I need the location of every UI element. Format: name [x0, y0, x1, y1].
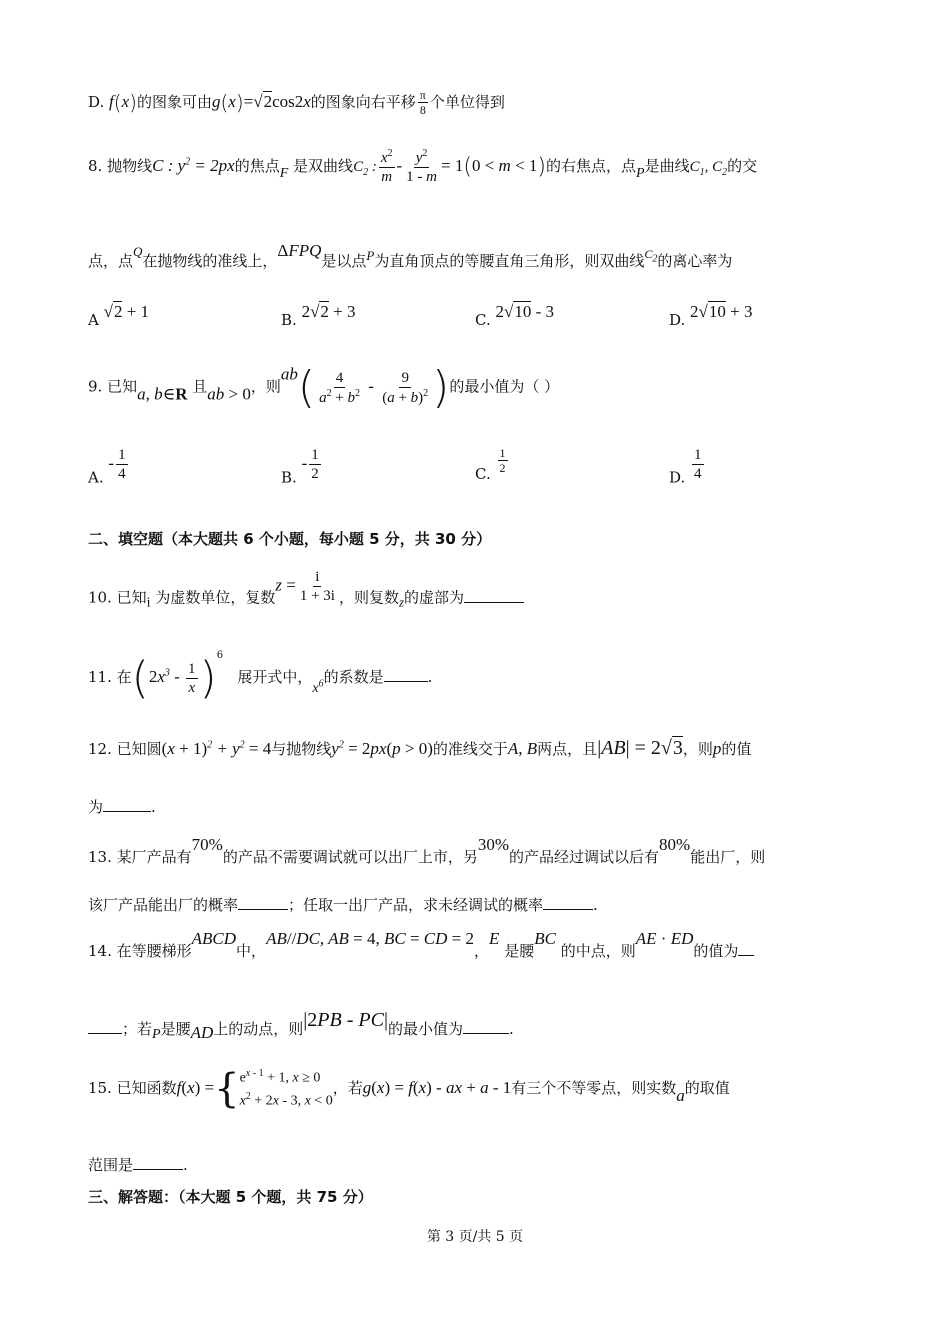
q13-answer-blank-1[interactable]	[238, 894, 288, 910]
q7-option-d: D. f(x)的图象可由g(x)=√2cos2x的图象向右平移 $\frac{\pi}{8}$ 个单位得到	[88, 88, 505, 118]
question-12-line1: 12. 已知圆$(x + 1)^2 + y^2 = 4$与抛物线$y^2 = 2px(p > 0)$的准线交于A, B两点，且|AB| = 2√3，则p的值	[88, 737, 752, 759]
q11-answer-blank[interactable]	[384, 666, 428, 682]
q10-answer-blank[interactable]	[464, 587, 524, 603]
question-13-line1: 13. 某厂产品有70%的产品不需要调试就可以出厂上市，另30%的产品经过调试以后有80%能出厂，则	[88, 835, 766, 866]
q8-option-a: A √2 + 1	[88, 302, 150, 329]
q8-option-c: C. 2√10 - 3	[475, 302, 555, 329]
section-2-title: 二、填空题（本大题共 6 个小题，每小题 5 分，共 30 分）	[88, 530, 492, 548]
q14-answer-blank-1[interactable]	[88, 1018, 122, 1034]
q9-option-a: A. - $\frac{1}{4}$	[88, 447, 126, 487]
question-15-line2: 范围是 .	[88, 1156, 188, 1174]
question-12-line2: 为 .	[88, 798, 156, 816]
piecewise-definition: $e^{x - 1} + 1$, x ≥ 0 $x^2 + 2x - 3$, x < 0	[239, 1068, 333, 1109]
question-11: 11. 在($2x^3$ - $\frac{1}{x}$ )$^6$ 展开式中，$x^6$的系数是 .	[88, 650, 433, 704]
page-footer: 第 3 页/共 5 页	[426, 1229, 524, 1245]
question-15: 15. 已知函数f(x) ={ $e^{x - 1} + 1$, x ≥ 0 $x^2 + 2x - 3$, x < 0 ，若g(x) = f(x) - ax + a - 1有三个不等零点，则实数a的取值	[88, 1066, 730, 1112]
question-14-line2: ；若P是腰AD上的动点，则|2PB - PC|的最小值为 .	[88, 1008, 864, 1044]
question-8-line2: 点，点Q在抛物线的准线上，ΔFPQ是以点P为直角顶点的等腰直角三角形，则双曲线$^{C_2}$的离心率为	[88, 241, 733, 270]
q8-option-b: B. 2√2 + 3	[281, 302, 356, 329]
q9-option-b: B. - $\frac{1}{2}$	[281, 447, 319, 487]
q13-answer-blank-2[interactable]	[543, 894, 593, 910]
question-14-line1: 14. 在等腰梯形ABCD中，AB//DC, AB = 4, BC = CD = 2，E 是腰BC 的中点，则AE · ED的值为	[88, 928, 864, 961]
q12-answer-blank[interactable]	[103, 796, 151, 812]
q9-option-d: D. $\frac{1}{4}$	[669, 447, 702, 487]
question-8-line1: 8. 抛物线C : $y^2 = 2px$的焦点F 是双曲线$C_2$ : $\frac{x^2}{m}$ - $\frac{y^2}{1 - m}$ = 1(0 < m < 1)的右焦点，点P是曲线$C_1$, $C_2$的交	[88, 148, 758, 185]
q9-option-c: C. $\frac{1}{2}$	[475, 446, 506, 483]
q15-answer-blank[interactable]	[133, 1154, 183, 1170]
question-10: 10. 已知i 为虚数单位，复数z = $\frac{i}{1 + 3i}$ ，则复数z的虚部为	[88, 568, 864, 612]
section-3-title: 三、解答题：（本大题 5 个题，共 75 分）	[88, 1188, 373, 1206]
q8-option-d: D. 2√10 + 3	[669, 302, 753, 329]
question-13-line2: 该厂产品能出厂的概率 ；任取一出厂产品，求未经调试的概率 .	[88, 896, 598, 914]
question-9: 9. 已知a, b∈R 且ab > 0，则ab( $\frac{4}{a^2 + b^2}$ - $\frac{9}{(a + b)^2}$ )的最小值为（ ）	[88, 362, 560, 413]
q14-answer-blank-2[interactable]	[463, 1018, 509, 1034]
